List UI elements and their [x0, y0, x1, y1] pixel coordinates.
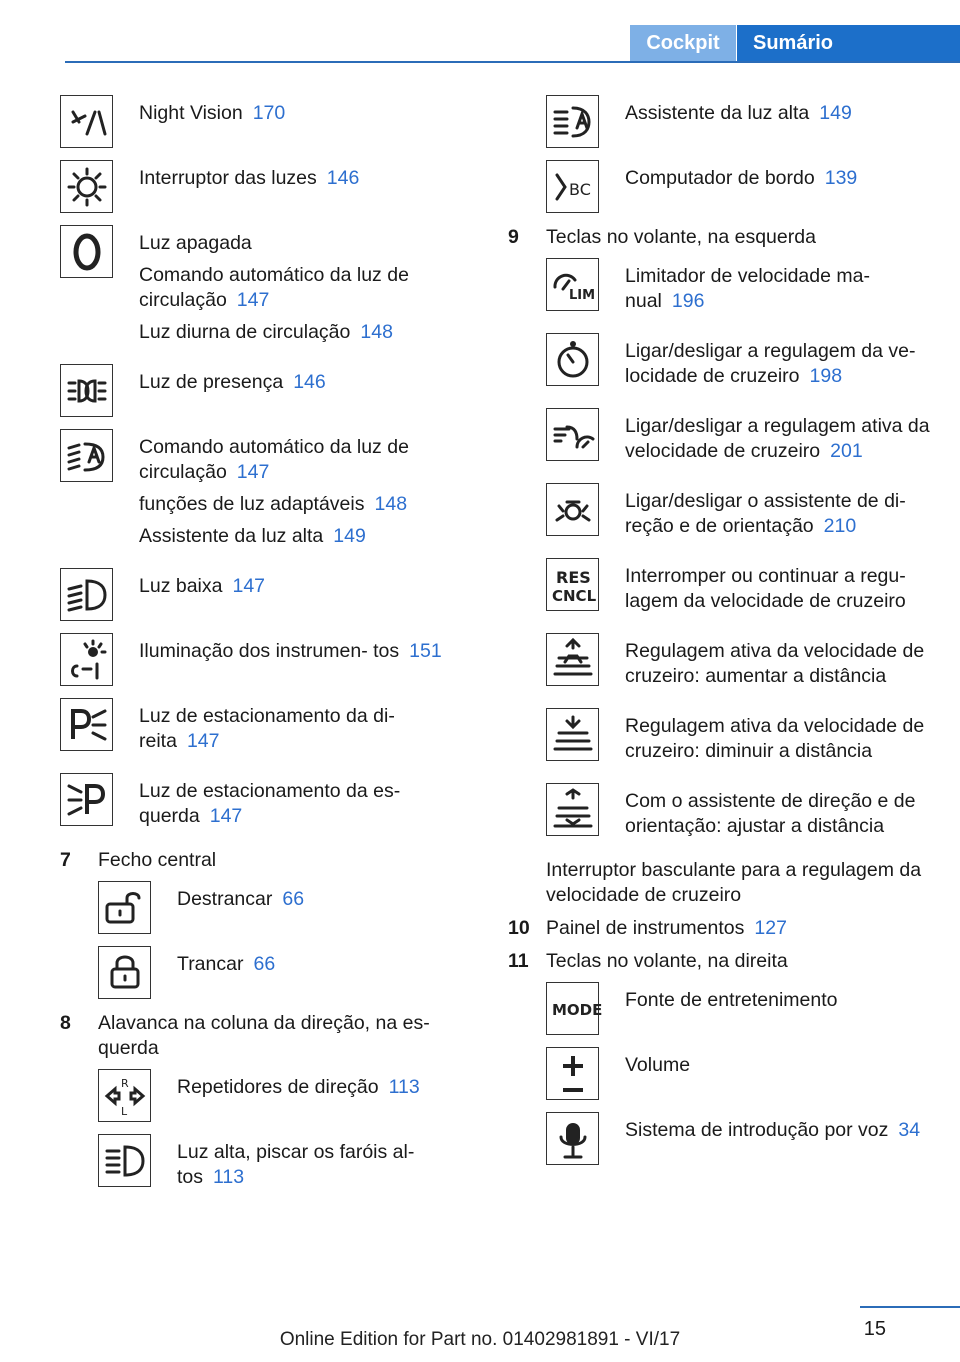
distance-decrease-icon	[546, 708, 599, 761]
section-number: 8	[60, 1012, 71, 1034]
icon-row	[546, 633, 938, 696]
distance-adjust-icon	[546, 783, 599, 836]
row-description	[139, 160, 359, 198]
page-reference-link[interactable]: 66	[282, 888, 305, 910]
svg-text:RES: RES	[555, 567, 591, 587]
row-description	[625, 982, 837, 1020]
row-description	[625, 633, 938, 696]
entry-text: Sistema de introdução por voz	[625, 1119, 889, 1141]
icon-row	[60, 568, 470, 621]
icon-row	[60, 95, 470, 148]
svg-text:LIM: LIM	[568, 287, 595, 303]
microphone-icon	[546, 1112, 599, 1165]
tab-sumario[interactable]: Sumário	[737, 25, 960, 61]
volume-icon	[546, 1047, 599, 1100]
page-reference-link[interactable]: 113	[213, 1166, 245, 1188]
entry-text: Luz de presença	[139, 371, 284, 393]
row-description	[625, 1112, 920, 1150]
row-description	[625, 558, 938, 621]
entry	[139, 779, 470, 829]
icon-row	[60, 698, 470, 761]
entry	[625, 564, 938, 614]
entry-text: Iluminação dos instrumen‐ tos	[139, 640, 400, 662]
footer-edition: Online Edition for Part no. 01402981891 - VI/17	[279, 1329, 681, 1350]
entry	[139, 370, 326, 395]
entry	[139, 101, 285, 126]
tab-cockpit[interactable]: Cockpit	[630, 25, 736, 61]
section-7-heading	[60, 848, 470, 873]
unlock-icon	[98, 881, 151, 934]
row-description	[177, 946, 275, 984]
icon-row	[546, 258, 938, 321]
entry	[177, 1075, 420, 1100]
section-number: 7	[60, 849, 71, 871]
row-description	[139, 568, 265, 606]
page-reference-link[interactable]: 146	[293, 371, 326, 393]
icon-row	[546, 1112, 938, 1165]
row-description	[625, 160, 857, 198]
section-9-note: Interruptor basculante para a regulagem da velocidade de cruzeiro	[546, 859, 922, 906]
entry	[139, 492, 470, 517]
entry-text: Interruptor das luzes	[139, 167, 317, 189]
icon-row	[546, 408, 938, 471]
page-reference-link[interactable]: 147	[236, 289, 270, 311]
svg-text:BC: BC	[568, 179, 591, 199]
row-description	[177, 881, 304, 919]
section-number: 11	[508, 950, 529, 972]
row-description	[625, 708, 938, 771]
entry-text: Comando automático da luz de circulação	[139, 436, 409, 483]
section-number: 9	[508, 226, 519, 248]
lock-icon	[98, 946, 151, 999]
entry-text: Com o assistente de direção e de orientação: ajustar a distância	[625, 790, 916, 837]
entry	[625, 789, 938, 839]
speed-limiter-icon	[546, 258, 599, 311]
page-reference-link[interactable]: 170	[252, 102, 286, 124]
page-reference-link[interactable]: 147	[186, 730, 220, 752]
page-reference-link[interactable]: 147	[236, 461, 270, 483]
entry-text: Volume	[625, 1054, 691, 1076]
high-beam-icon	[98, 1134, 151, 1187]
section-title: Teclas no volante, na direita	[546, 950, 788, 972]
section-number: 10	[508, 917, 530, 939]
row-description	[625, 408, 938, 471]
page-reference-link[interactable]: 210	[823, 515, 857, 537]
entry	[625, 1118, 920, 1143]
page-number: 15	[863, 1318, 886, 1340]
entry	[625, 1053, 690, 1078]
row-description	[625, 483, 938, 546]
page-reference-link[interactable]: 66	[253, 953, 276, 975]
section-title: Fecho central	[98, 849, 217, 871]
entry-text: Luz baixa	[139, 575, 223, 597]
entry-text: Repetidores de direção	[177, 1076, 379, 1098]
entry	[625, 489, 938, 539]
icon-row	[98, 881, 470, 934]
icon-row	[546, 982, 938, 1035]
instrument-lighting-icon	[60, 633, 113, 686]
icon-row	[98, 1069, 470, 1122]
header-divider	[65, 61, 960, 63]
row-description	[625, 783, 938, 846]
icon-row	[546, 558, 938, 621]
entry	[139, 166, 359, 191]
entry-text: Night Vision	[139, 102, 243, 124]
entry-text: Ligar/desligar a regulagem da ve‐ locidade de cruzeiro	[625, 340, 916, 387]
onboard-computer-icon	[546, 160, 599, 213]
entry	[139, 574, 265, 599]
icon-row	[98, 946, 470, 999]
section-8-heading	[60, 1011, 470, 1061]
icon-row	[60, 773, 470, 836]
parking-lights-icon	[60, 364, 113, 417]
row-description	[625, 95, 852, 133]
entry-text: Computador de bordo	[625, 167, 815, 189]
entry	[177, 952, 275, 977]
entry	[139, 231, 470, 256]
icon-row	[546, 160, 938, 213]
entry-text: Limitador de velocidade ma‐ nual	[625, 265, 870, 312]
entry-text: Luz alta, piscar os faróis al‐ tos	[177, 1141, 415, 1188]
entry	[177, 1140, 470, 1190]
entry	[625, 339, 938, 389]
entry	[625, 166, 857, 191]
svg-text:MODE: MODE	[551, 1000, 602, 1019]
row-description	[625, 258, 938, 321]
high-beam-assist-icon	[546, 95, 599, 148]
row-description	[139, 773, 470, 836]
section-title: Painel de instrumentos 127	[546, 917, 787, 939]
entry	[139, 639, 442, 664]
icon-row	[546, 95, 938, 148]
page-reference-link[interactable]: 127	[754, 917, 787, 939]
icon-row	[546, 708, 938, 771]
mode-icon	[546, 982, 602, 1035]
lights-off-icon	[60, 225, 113, 278]
entry	[139, 263, 470, 313]
entry-text: Interromper ou continuar a regu‐ lagem da velocidade de cruzeiro	[625, 565, 906, 612]
entry-text: Destrancar	[177, 888, 273, 910]
svg-text:CNCL: CNCL	[551, 586, 596, 605]
entry	[139, 435, 470, 485]
footer-divider	[860, 1306, 960, 1308]
icon-row	[546, 783, 938, 846]
page-reference-link[interactable]: 201	[830, 440, 863, 462]
entry-text: Trancar	[177, 953, 244, 975]
page-reference-link[interactable]: 196	[671, 290, 705, 312]
section-title: Alavanca na coluna da direção, na es‐ querda	[98, 1012, 430, 1059]
entry-text: Assistente da luz alta	[139, 525, 324, 547]
distance-increase-icon	[546, 633, 599, 686]
section-title: Teclas no volante, na esquerda	[546, 226, 816, 248]
entry-text: Fonte de entretenimento	[625, 989, 838, 1011]
icon-row	[60, 633, 470, 686]
auto-headlight-icon	[60, 429, 113, 482]
section-10-heading	[508, 916, 938, 941]
res-cncl-icon	[546, 558, 599, 611]
page-reference-link[interactable]: 113	[388, 1076, 420, 1098]
svg-text:R: R	[120, 1076, 129, 1090]
entry	[625, 639, 938, 689]
entry	[625, 264, 938, 314]
row-description	[139, 95, 285, 133]
row-description	[139, 429, 470, 556]
entry	[139, 320, 470, 345]
entry-text: Luz de estacionamento da es‐ querda	[139, 780, 401, 827]
page-reference-link[interactable]: 146	[326, 167, 360, 189]
page-reference-link[interactable]: 151	[409, 640, 442, 662]
entry-text: Luz de estacionamento da di‐ reita	[139, 705, 395, 752]
low-beam-icon	[60, 568, 113, 621]
light-switch-icon	[60, 160, 113, 213]
icon-row	[546, 483, 938, 546]
entry	[139, 524, 470, 549]
row-description	[177, 1134, 470, 1197]
entry-text: funções de luz adaptáveis	[139, 493, 365, 515]
row-description	[139, 225, 470, 352]
entry	[177, 887, 304, 912]
entry-text: Regulagem ativa da velocidade de cruzeiro: diminuir a distância	[625, 715, 925, 762]
row-description	[139, 364, 326, 402]
icon-row	[60, 160, 470, 213]
icon-row	[546, 1047, 938, 1100]
page-reference-link[interactable]: 147	[232, 575, 266, 597]
section-9-heading	[508, 225, 938, 250]
row-description	[139, 633, 442, 671]
parking-light-left-icon	[60, 773, 113, 826]
section-11-heading	[508, 949, 938, 974]
icon-row	[60, 364, 470, 417]
page-reference-link[interactable]: 149	[333, 525, 366, 547]
entry	[625, 714, 938, 764]
page-reference-link[interactable]: 148	[374, 493, 408, 515]
left-column	[60, 95, 470, 1209]
row-description	[139, 698, 470, 761]
page-reference-link[interactable]: 148	[360, 321, 393, 343]
entry	[625, 414, 938, 464]
icon-row	[60, 429, 470, 556]
row-description	[177, 1069, 420, 1107]
entry-text: Ligar/desligar a regulagem ativa da velocidade de cruzeiro	[625, 415, 930, 462]
cruise-control-icon	[546, 333, 599, 386]
entry-text: Regulagem ativa da velocidade de cruzeiro: aumentar a distância	[625, 640, 925, 687]
svg-text:L: L	[120, 1104, 127, 1118]
night-vision-icon	[60, 95, 113, 148]
page-reference-link[interactable]: 147	[209, 805, 243, 827]
entry-text: Luz apagada	[139, 232, 252, 254]
page-reference-link[interactable]: 149	[819, 102, 852, 124]
steering-assist-icon	[546, 483, 599, 536]
row-description	[625, 333, 938, 396]
active-cruise-icon	[546, 408, 599, 461]
icon-row	[60, 225, 470, 352]
page-reference-link[interactable]: 34	[898, 1119, 921, 1141]
row-description	[625, 1047, 690, 1085]
entry	[139, 704, 470, 754]
entry-text: Comando automático da luz de circulação	[139, 264, 409, 311]
entry-text: Luz diurna de circulação	[139, 321, 351, 343]
icon-row	[98, 1134, 470, 1197]
entry	[625, 988, 837, 1013]
icon-row	[546, 333, 938, 396]
parking-light-right-icon	[60, 698, 113, 751]
page-reference-link[interactable]: 198	[809, 365, 843, 387]
right-column	[508, 95, 938, 1177]
entry-text: Assistente da luz alta	[625, 102, 810, 124]
entry	[625, 101, 852, 126]
turn-signal-icon	[98, 1069, 151, 1122]
page-reference-link[interactable]: 139	[824, 167, 858, 189]
entry-text: Ligar/desligar o assistente de di‐ reção e de orientação	[625, 490, 906, 537]
